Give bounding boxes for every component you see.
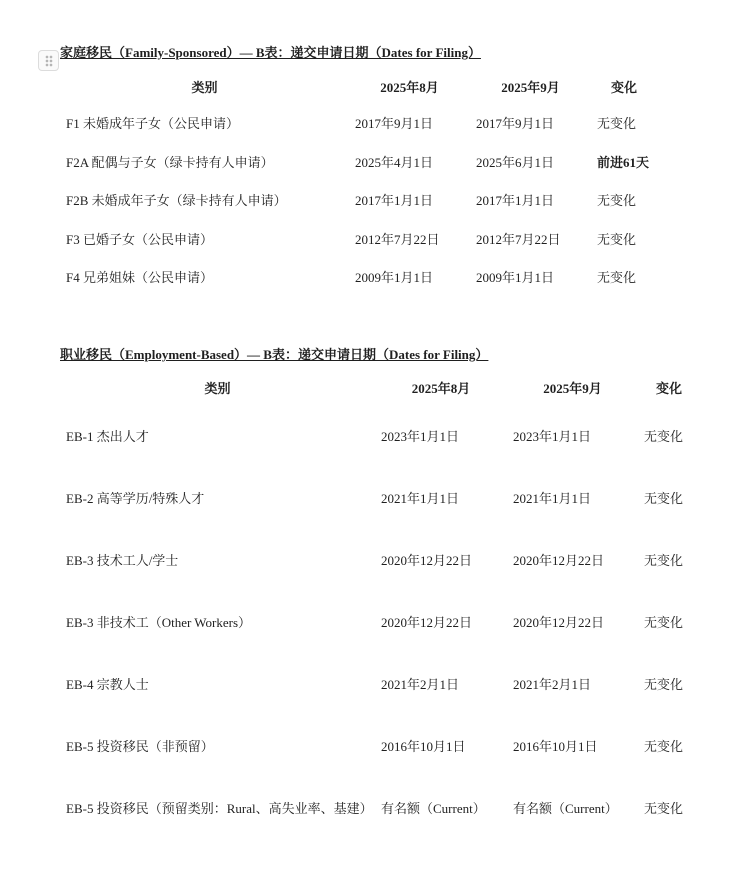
cell-category: EB-5 投资移民（非预留） (66, 739, 214, 754)
cell-category: F2B 未婚成年子女（绿卡持有人申请） (66, 193, 287, 209)
cell-category: EB-4 宗教人士 (66, 677, 149, 692)
cell-aug: 2021年1月1日 (381, 491, 460, 506)
cell-change: 无变化 (644, 739, 684, 754)
table-row (60, 716, 700, 778)
table-row (60, 406, 700, 468)
cell-change: 无变化 (644, 677, 684, 692)
column-header-sep: 2025年9月 (543, 380, 602, 396)
cell-sep: 2021年2月1日 (513, 677, 592, 692)
cell-sep: 有名额（Current） (513, 801, 618, 816)
cell-sep: 2016年10月1日 (513, 739, 598, 754)
table-row (60, 144, 700, 183)
cell-category: EB-3 非技术工（Other Workers） (66, 615, 252, 630)
cell-aug: 2012年7月22日 (355, 231, 440, 247)
cell-category: EB-2 高等学历/特殊人才 (66, 491, 205, 506)
cell-aug: 2016年10月1日 (381, 739, 466, 754)
cell-category: EB-5 投资移民（预留类别：Rural、高失业率、基建） (66, 801, 373, 816)
cell-category: F3 已婚子女（公民申请） (66, 231, 213, 247)
cell-category: F4 兄弟姐妹（公民申请） (66, 270, 213, 286)
table-row (60, 221, 700, 260)
family-section-title: 家庭移民（Family-Sponsored）— B表：递交申请日期（Dates for Filing） (60, 45, 481, 60)
cell-aug: 2021年2月1日 (381, 677, 460, 692)
cell-change: 无变化 (644, 491, 684, 506)
drag-handle-icon[interactable] (38, 50, 59, 71)
employment-table (60, 368, 700, 840)
cell-change: 无变化 (597, 193, 637, 209)
cell-aug: 2020年12月22日 (381, 553, 473, 568)
cell-aug: 2025年4月1日 (355, 154, 434, 170)
table-row (60, 592, 700, 654)
cell-change: 无变化 (597, 116, 637, 132)
table-row (60, 259, 700, 298)
column-header-sep: 2025年9月 (501, 79, 560, 95)
cell-change: 无变化 (644, 615, 684, 630)
cell-sep: 2025年6月1日 (476, 154, 555, 170)
table-row (60, 530, 700, 592)
cell-aug: 2023年1月1日 (381, 429, 460, 444)
table-row (60, 468, 700, 530)
table-header-row (60, 368, 700, 406)
cell-change: 无变化 (597, 231, 637, 247)
cell-aug: 2017年9月1日 (355, 116, 434, 132)
cell-change: 无变化 (644, 429, 684, 444)
cell-sep: 2017年1月1日 (476, 193, 555, 209)
table-row (60, 182, 700, 221)
column-header-category: 类别 (204, 380, 231, 396)
cell-sep: 2020年12月22日 (513, 553, 605, 568)
family-table (60, 67, 700, 298)
table-row (60, 778, 700, 840)
cell-sep: 2017年9月1日 (476, 116, 555, 132)
cell-change: 前进61天 (597, 154, 650, 170)
cell-sep: 2009年1月1日 (476, 270, 555, 286)
column-header-change: 变化 (655, 380, 682, 396)
cell-aug: 2020年12月22日 (381, 615, 473, 630)
cell-sep: 2021年1月1日 (513, 491, 592, 506)
cell-aug: 2009年1月1日 (355, 270, 434, 286)
cell-sep: 2012年7月22日 (476, 231, 561, 247)
cell-change: 无变化 (644, 801, 684, 816)
column-header-change: 变化 (611, 79, 638, 95)
table-row (60, 654, 700, 716)
cell-aug: 2017年1月1日 (355, 193, 434, 209)
column-header-category: 类别 (191, 79, 218, 95)
cell-category: EB-1 杰出人才 (66, 429, 149, 444)
cell-sep: 2023年1月1日 (513, 429, 592, 444)
cell-sep: 2020年12月22日 (513, 615, 605, 630)
cell-category: F2A 配偶与子女（绿卡持有人申请） (66, 154, 274, 170)
cell-change: 无变化 (597, 270, 637, 286)
cell-aug: 有名额（Current） (381, 801, 486, 816)
column-header-aug: 2025年8月 (411, 380, 471, 396)
table-header-row (60, 67, 700, 105)
table-row (60, 105, 700, 144)
cell-change: 无变化 (644, 553, 684, 568)
cell-category: EB-3 技术工人/学士 (66, 553, 179, 568)
cell-category: F1 未婚成年子女（公民申请） (66, 116, 239, 132)
column-header-aug: 2025年8月 (380, 79, 439, 95)
employment-section-title: 职业移民（Employment-Based）— B表：递交申请日期（Dates for Filing） (60, 347, 489, 362)
